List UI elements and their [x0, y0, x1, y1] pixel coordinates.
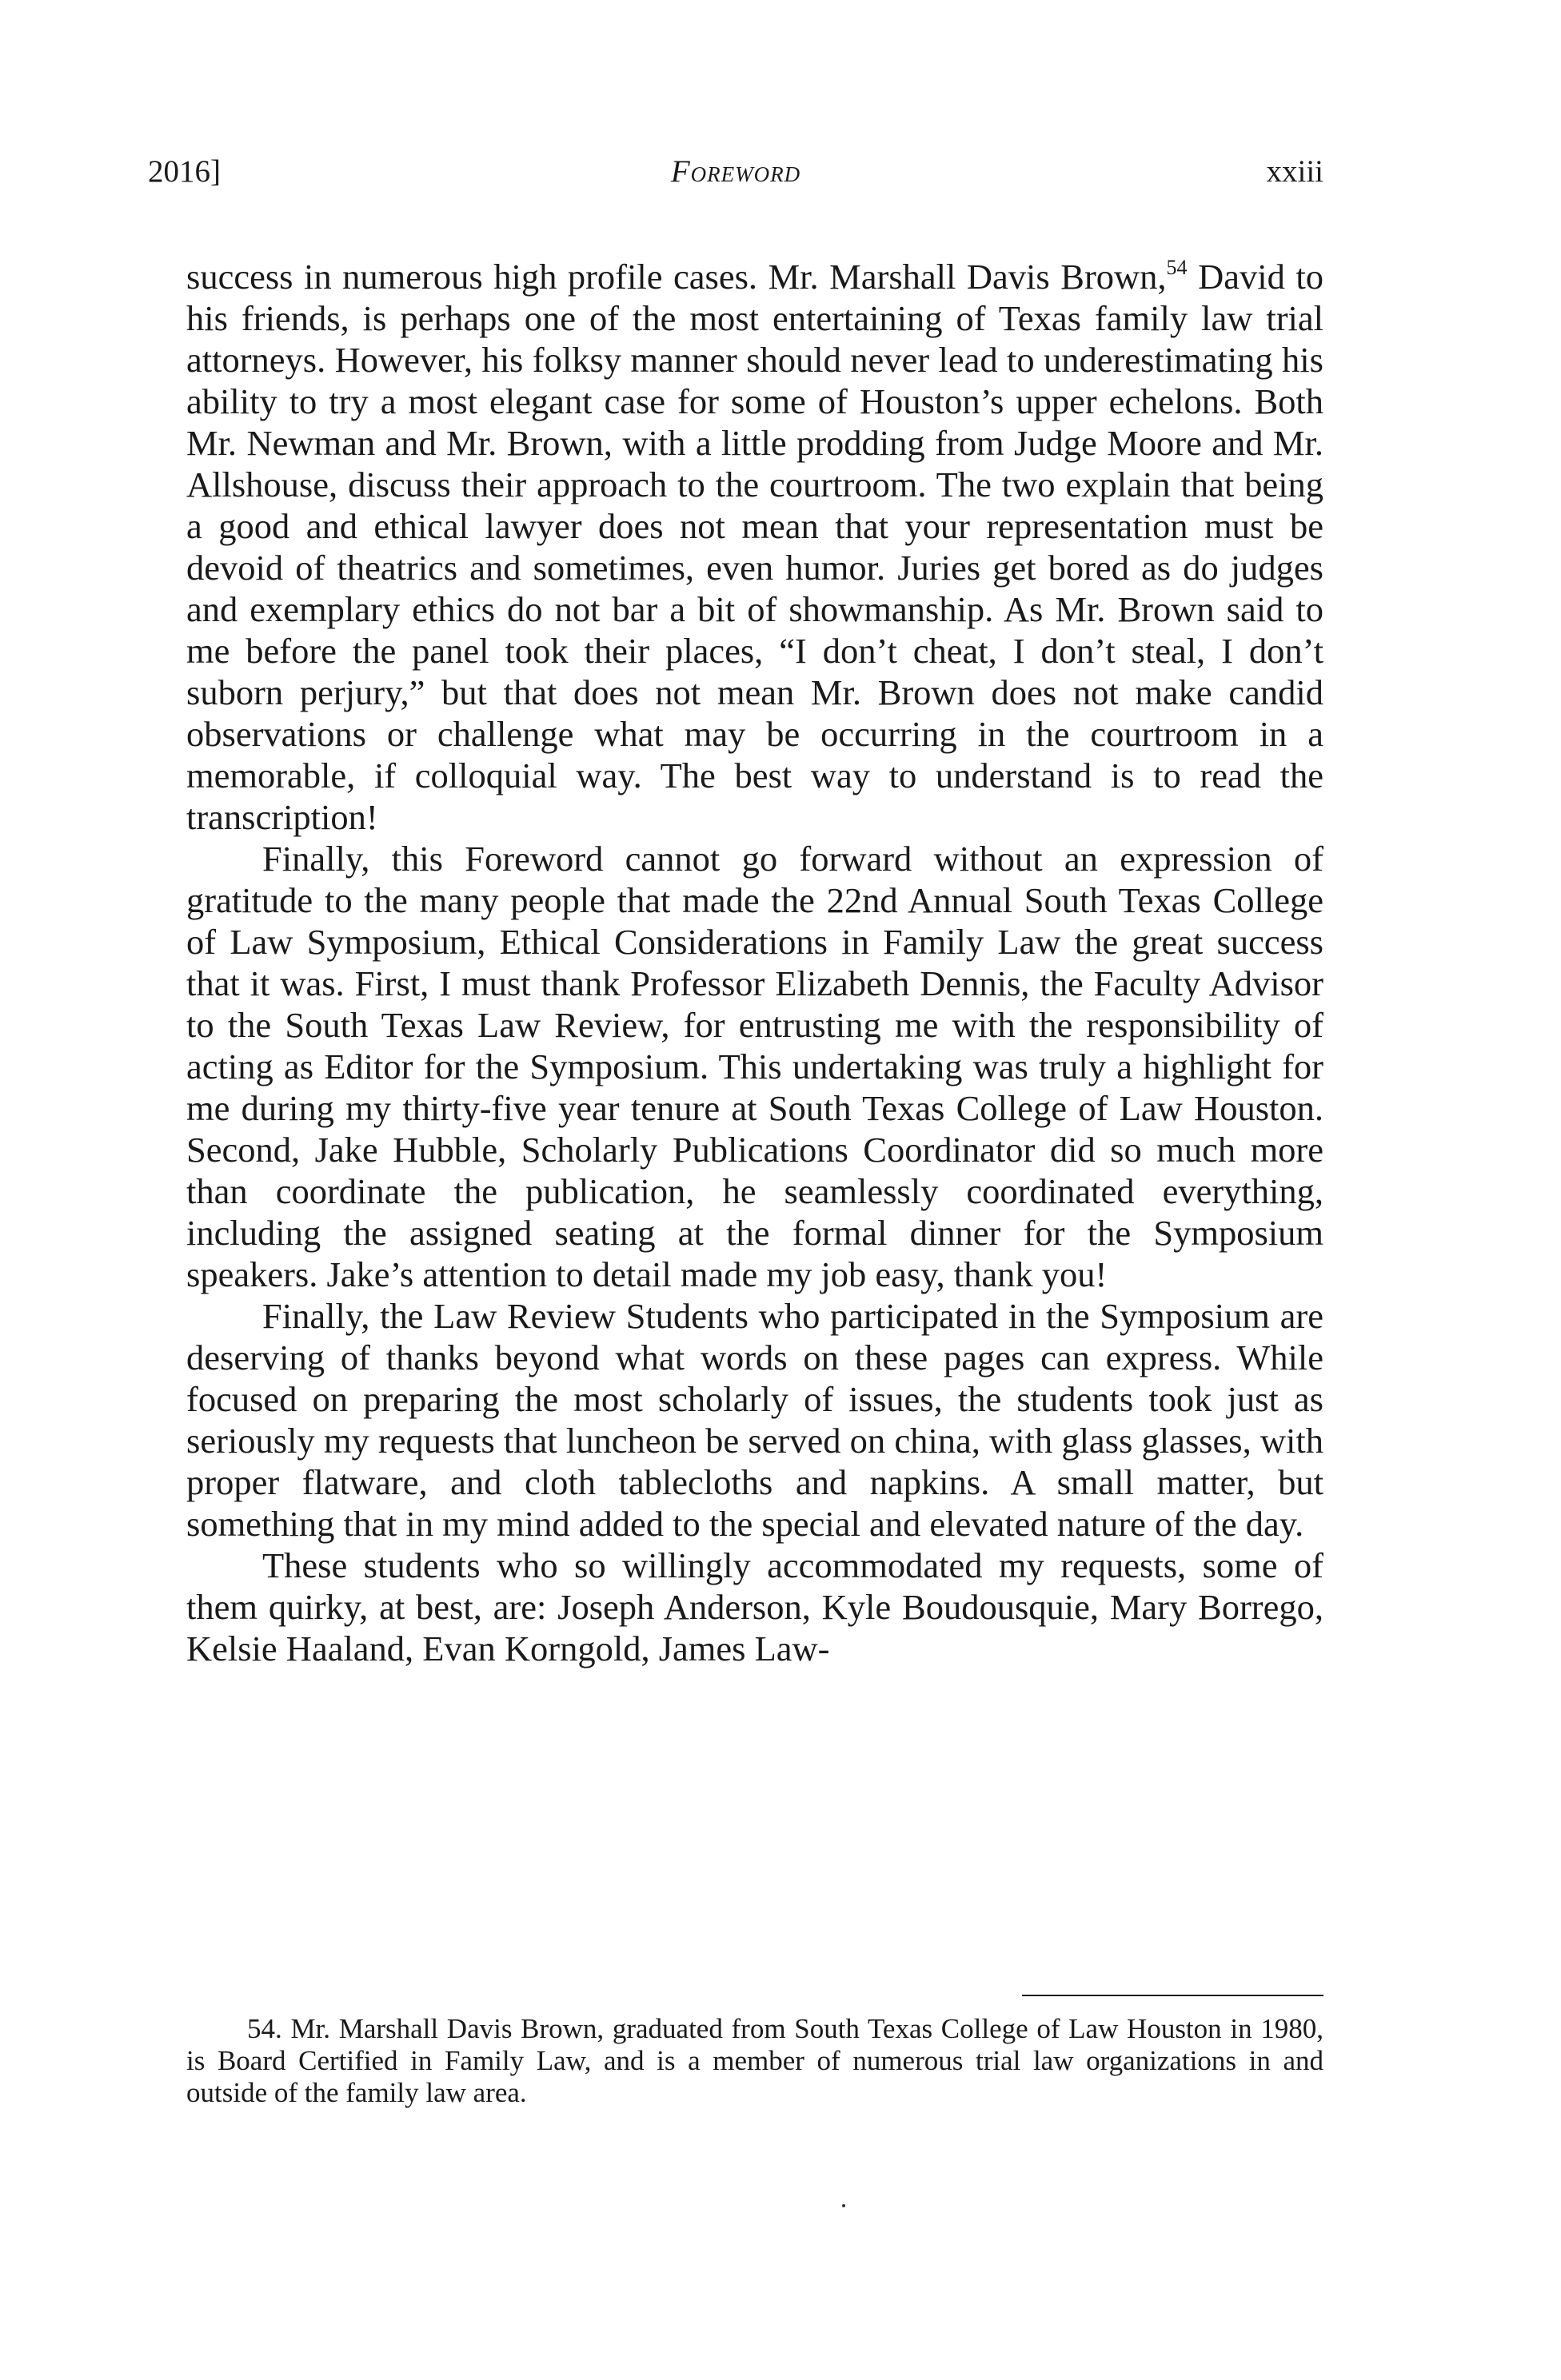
footnote-divider [1022, 1995, 1323, 1996]
running-head-year: 2016] [148, 154, 221, 189]
scan-speck [842, 2204, 845, 2207]
body-paragraph-1 [186, 256, 1323, 838]
footnote-number: 54. [247, 2013, 282, 2044]
body-paragraph-4: These students who so willingly accommodated my requests, some of them quirky, at best, are: Joseph Anderson, Kyle Boudousquie, Mary Borrego, Kelsie Haaland, Evan Korngold, James Law- [186, 1545, 1323, 1668]
footnotes [186, 2013, 1323, 2109]
footnote-text: Mr. Marshall Davis Brown, graduated from South Texas College of Law Houston in 1980, is Board Certified in Family Law, and is a member of numerous trial law organizations in and outside of the family law area. [186, 2013, 1323, 2108]
footnote-54 [186, 2013, 1323, 2109]
body-paragraph-2: Finally, this Foreword cannot go forward without an expression of gratitude to the many people that made the 22nd Annual South Texas College of Law Symposium, Ethical Considerations in Family Law the great success that it was. First, I must thank Professor Elizabeth Dennis, the Faculty Advisor to the South Texas Law Review, for entrusting me with the responsibility of acting as Editor for the Symposium. This undertaking was truly a highlight for me during my thirty-five year tenure at South Texas College of Law Houston. Second, Jake Hubble, Scholarly Publications Coordinator did so much more than coordinate the publication, he seamlessly coordinated everything, including the assigned seating at the formal dinner for the Symposium speakers. Jake’s attention to detail made my job easy, thank you! [186, 839, 1323, 1294]
body-paragraph-3: Finally, the Law Review Students who participated in the Symposium are deserving of thanks beyond what words on these pages can express. While focused on preparing the most scholarly of issues, the students took just as seriously my requests that luncheon be served on china, with glass glasses, with proper flatware, and cloth tablecloths and napkins. A small matter, but something that in my mind added to the special and elevated nature of the day. [186, 1296, 1323, 1544]
page-number: xxiii [1266, 154, 1323, 189]
footnote-reference: 54 [1166, 256, 1188, 279]
paragraph-text: success in numerous high profile cases. Mr. Marshall Davis Brown, [186, 257, 1167, 297]
running-head [148, 148, 1323, 196]
paragraph-text: David to his friends, is perhaps one of the most entertaining of Texas family law trial attorneys. However, his folksy manner should never lead to underestimating his ability to try a most elegant case for some of Houston’s upper echelons. Both Mr. Newman and Mr. Brown, with a little prodding from Judge Moore and Mr. Allshouse, discuss their approach to the courtroom. The two explain that being a good and ethical lawyer does not mean that your representation must be devoid of theatrics and sometimes, even humor. Juries get bored as do judges and exemplary ethics do not bar a bit of showmanship. As Mr. Brown said to me before the panel took their places, “I don’t cheat, I don’t steal, I don’t suborn perjury,” but that does not mean Mr. Brown does not make candid observations or challenge what may be occurring in the courtroom in a memorable, if colloquial way. The best way to understand is to read the transcription! [186, 257, 1323, 837]
running-head-title: Foreword [670, 154, 801, 189]
body-text [186, 256, 1323, 1669]
